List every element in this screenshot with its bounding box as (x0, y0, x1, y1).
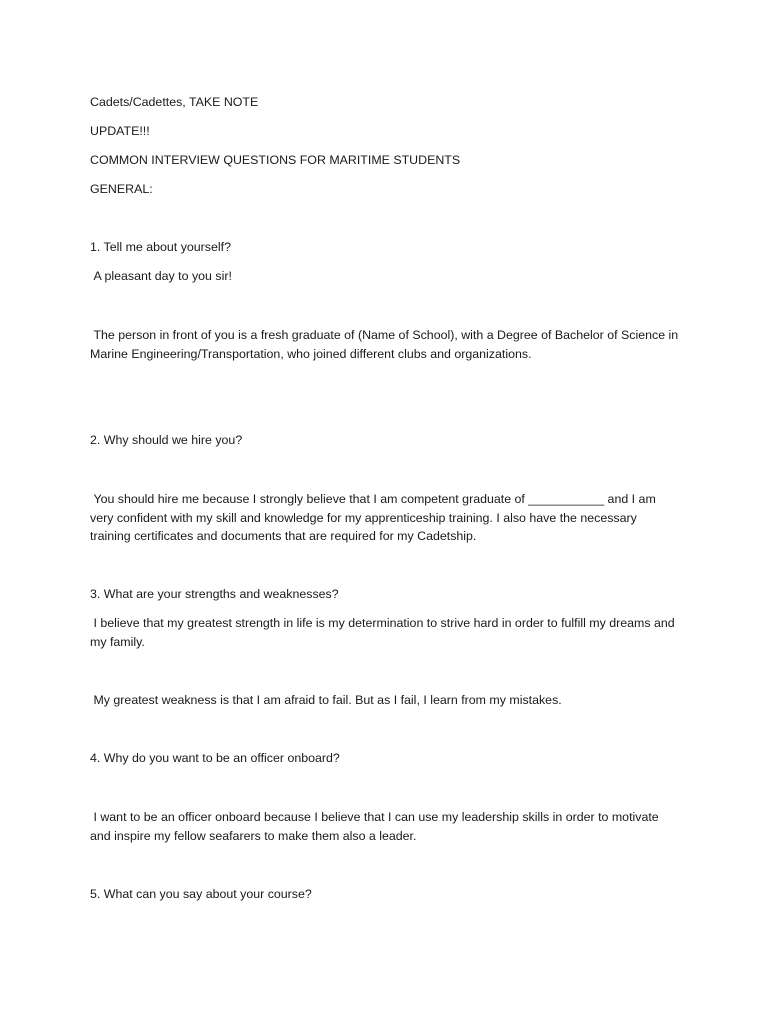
header-note: Cadets/Cadettes, TAKE NOTE (90, 95, 259, 109)
answer-3-weakness: My greatest weakness is that I am afraid to fail. But as I fail, I learn from my mistakes. (90, 693, 562, 707)
answer-3-strength: I believe that my greatest strength in life is my determination to strive hard in order to fulfill my dreams and my family. (90, 616, 679, 649)
question-2: 2. Why should we hire you? (90, 433, 243, 447)
answer-1-body: The person in front of you is a fresh graduate of (Name of School), with a Degree of Bachelor of Science in Marine Engineering/Transportation, who joined different clubs and organizations. (90, 328, 682, 361)
answer-2: You should hire me because I strongly believe that I am competent graduate of ___________ and I am very confident with my skill and knowledge for my apprenticeship training. I also have the necessary training certificates and documents that are required for my Cadetship. (90, 492, 660, 543)
question-1: 1. Tell me about yourself? (90, 240, 231, 254)
section-heading: GENERAL: (90, 182, 153, 196)
document-title: COMMON INTERVIEW QUESTIONS FOR MARITIME STUDENTS (90, 153, 461, 167)
question-5: 5. What can you say about your course? (90, 887, 312, 901)
answer-1-greeting: A pleasant day to you sir! (90, 269, 232, 283)
answer-4: I want to be an officer onboard because I believe that I can use my leadership skills in order to motivate and inspire my fellow seafarers to make them also a leader. (90, 810, 663, 843)
question-4: 4. Why do you want to be an officer onboard? (90, 751, 340, 765)
question-3: 3. What are your strengths and weaknesses? (90, 587, 339, 601)
update-heading: UPDATE!!! (90, 124, 150, 138)
